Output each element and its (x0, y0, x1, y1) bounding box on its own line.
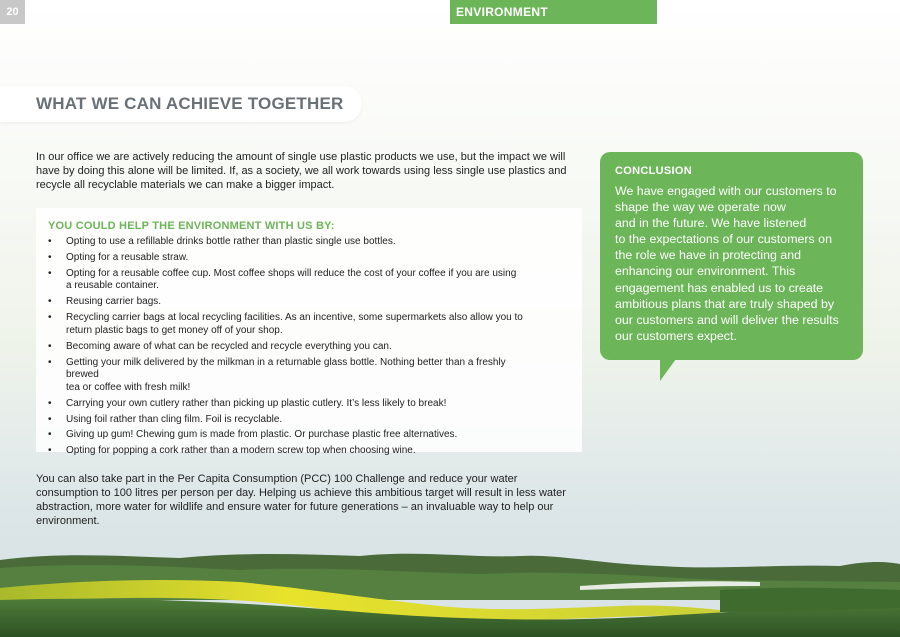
list-item: • Giving up gum! Chewing gum is made from plastic. Or purchase plastic free alternatives. (48, 429, 458, 441)
list-item: • Carrying your own cutlery rather than picking up plastic cutlery. It’s less likely to break! (48, 397, 447, 409)
conclusion-body: We have engaged with our customers to shape the way we operate now and in the future. We have listened to the expectations of our customers on the role we have in protecting and enhancing our environment. This engagement has enabled us to create ambitious plans that are truly shaped by our customers and will deliver the results our customers expect. (615, 184, 839, 343)
conclusion-heading: CONCLUSION (615, 165, 692, 177)
bullet-icon: • (48, 397, 52, 409)
intro-paragraph: In our office we are actively reducing the amount of single use plastic products we use, but the impact we will have by doing this alone will be limited. If, as a society, we all work towards using less single use plastics and recycle all recyclable materials we can make a bigger impact. (36, 151, 567, 191)
list-item: • Opting to use a refillable drinks bottle rather than plastic single use bottles. (48, 236, 396, 247)
bullet-icon: • (48, 267, 52, 279)
list-item: • Becoming aware of what can be recycled and recycle everything you can. (48, 340, 392, 352)
list-item: • Reusing carrier bags. (48, 296, 162, 308)
bullet-icon: • (48, 413, 52, 425)
list-item: • Getting your milk delivered by the milkman in a returnable glass bottle. Nothing better than a freshly brewed tea or coffee with fresh milk! (48, 356, 506, 393)
outro-paragraph: You can also take part in the Per Capita Consumption (PCC) 100 Challenge and reduce your water consumption to 100 litres per person per day. Helping us achieve this ambitious target will result in less water abstraction, more water for wildlife and ensure water for future generations – an invaluable way to help our environment. (36, 473, 566, 527)
page-number: 20 (0, 0, 25, 24)
bullet-icon: • (48, 445, 52, 457)
bullet-icon: • (48, 236, 52, 247)
bullet-icon: • (48, 356, 52, 368)
conclusion-bubble (600, 152, 863, 360)
list-item: • Using foil rather than cling film. Foil is recyclable. (48, 413, 283, 425)
bullet-icon: • (48, 340, 52, 352)
bullet-icon: • (48, 296, 52, 308)
tips-list (48, 236, 570, 458)
list-item: • Recycling carrier bags at local recycling facilities. As an incentive, some supermarkets also allow you to return plastic bags to get money off of your shop. (48, 312, 523, 336)
page-title: WHAT WE CAN ACHIEVE TOGETHER (36, 94, 344, 113)
tips-heading: YOU COULD HELP THE ENVIRONMENT WITH US BY: (48, 220, 335, 232)
title-banner (0, 86, 362, 122)
landscape-background (0, 440, 900, 637)
bullet-icon: • (48, 312, 52, 324)
bullet-icon: • (48, 429, 52, 441)
speech-bubble-tail-icon (660, 359, 676, 381)
list-item: • Opting for popping a cork rather than a modern screw top when choosing wine. (48, 445, 416, 457)
tips-box (36, 208, 582, 457)
list-item: • Opting for a reusable coffee cup. Most coffee shops will reduce the cost of your coffee if you are using a reusable container. (48, 267, 517, 292)
bullet-icon: • (48, 251, 52, 263)
list-item: • Opting for a reusable straw. (48, 251, 189, 263)
section-tab: ENVIRONMENT (450, 0, 657, 24)
